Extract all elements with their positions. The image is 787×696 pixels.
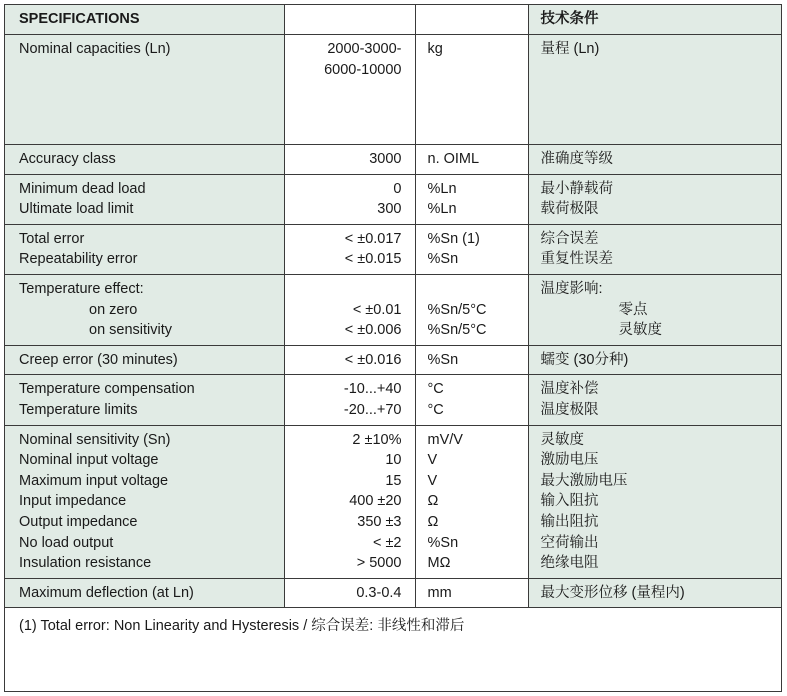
specifications-sheet (4, 4, 782, 692)
spec-value: 3000 (369, 151, 402, 167)
spec-name-zh-cell (528, 425, 781, 578)
spec-value-cell (284, 174, 415, 224)
spec-name-zh: 灵敏度 (540, 431, 584, 448)
spec-name-zh: 最大变形位移 (量程内) (540, 584, 685, 601)
table-row (5, 174, 781, 224)
spec-name-cell (5, 375, 284, 425)
spec-name-zh-cell (528, 578, 781, 608)
spec-unit: V (427, 472, 438, 489)
spec-value-cell (284, 425, 415, 578)
spec-unit: mV/V (427, 431, 463, 448)
spec-value: 2 ±10% (352, 431, 402, 448)
spec-value: < ±0.017 (344, 230, 402, 247)
spec-name-zh-cell (528, 375, 781, 425)
header-title-en: SPECIFICATIONS (5, 5, 284, 35)
spec-name-zh: 载荷极限 (540, 201, 599, 218)
spec-unit-cell (415, 375, 528, 425)
spec-value: < ±0.016 (344, 351, 402, 368)
spec-name: Ultimate load limit (19, 201, 134, 218)
spec-unit-cell (415, 578, 528, 608)
spec-name-zh-cell (528, 274, 781, 345)
spec-unit-cell (415, 425, 528, 578)
spec-name-zh: 量程 (Ln) (540, 41, 600, 57)
spec-name-zh: 重复性误差 (540, 251, 613, 268)
spec-name-cell (5, 145, 284, 175)
header-unit-cell (415, 5, 528, 35)
spec-unit-cell (415, 174, 528, 224)
spec-value-cell (284, 224, 415, 274)
spec-value: < ±0.01 (352, 301, 402, 318)
spec-unit-cell (415, 145, 528, 175)
spec-name-zh: 输入阻抗 (540, 493, 599, 510)
spec-name-zh: 温度补偿 (540, 381, 599, 398)
header-value-cell (284, 5, 415, 35)
spec-name-zh-cell (528, 145, 781, 175)
spec-unit-cell (415, 345, 528, 375)
spec-unit: %Sn/5°C (427, 301, 487, 318)
spec-unit: Ω (427, 513, 439, 530)
spec-value: 6000-10000 (324, 61, 402, 78)
spec-unit: %Sn (427, 351, 459, 368)
spec-unit: %Ln (427, 180, 457, 197)
spec-name: Creep error (30 minutes) (19, 351, 178, 368)
spec-value: -10...+40 (343, 381, 402, 398)
spec-unit: %Sn (1) (427, 230, 480, 247)
spec-value: < ±0.006 (344, 322, 402, 339)
spec-value-cell (284, 345, 415, 375)
spec-unit: %Sn/5°C (427, 322, 487, 339)
spec-name-cell (5, 578, 284, 608)
spec-name: No load output (19, 534, 114, 551)
spec-name-zh-cell (528, 35, 781, 145)
spec-value: 2000-3000- (327, 41, 402, 57)
spec-name: Input impedance (19, 493, 127, 510)
spec-name: Nominal input voltage (19, 452, 159, 469)
spec-name: Insulation resistance (19, 555, 152, 572)
spec-value-cell (284, 35, 415, 145)
spec-name-zh: 温度影响: (540, 280, 603, 297)
spec-name-cell (5, 224, 284, 274)
spec-unit: Ω (427, 493, 439, 510)
spec-name-zh: 空荷输出 (540, 534, 599, 551)
table-row (5, 425, 781, 578)
spec-unit: °C (427, 381, 444, 398)
spec-unit-cell (415, 274, 528, 345)
spec-unit: %Sn (427, 534, 459, 551)
table-row (5, 145, 781, 175)
spec-unit-cell (415, 35, 528, 145)
spec-name-zh: 温度极限 (540, 401, 599, 418)
table-row (5, 578, 781, 608)
spec-unit: kg (427, 41, 443, 57)
spec-unit: mm (427, 584, 452, 601)
spec-value: > 5000 (356, 555, 402, 572)
spec-name: Temperature limits (19, 401, 138, 418)
spec-name: Accuracy class (19, 151, 116, 167)
spec-name: Total error (19, 230, 85, 247)
spec-value: 10 (385, 452, 402, 469)
table-row (5, 345, 781, 375)
spec-value (289, 279, 402, 300)
table-header-row (5, 5, 781, 35)
spec-name-zh: 蠕变 (30分种) (540, 351, 629, 368)
table-row (5, 375, 781, 425)
spec-unit-cell (415, 224, 528, 274)
spec-name: Minimum dead load (19, 180, 146, 197)
spec-name-cell (5, 174, 284, 224)
spec-value-cell (284, 578, 415, 608)
spec-name: Output impedance (19, 513, 138, 530)
spec-name-zh-cell (528, 345, 781, 375)
spec-name-cell (5, 274, 284, 345)
spec-value: 400 ±20 (349, 493, 402, 510)
spec-value: 300 (377, 201, 402, 218)
table-row (5, 35, 781, 145)
spec-name-cell (5, 425, 284, 578)
spec-name-zh: 激励电压 (540, 452, 599, 469)
spec-name-zh: 灵敏度 (618, 322, 662, 339)
spec-value-cell (284, 375, 415, 425)
specifications-table (5, 5, 781, 608)
spec-value: 0.3-0.4 (356, 584, 402, 601)
spec-name-zh: 准确度等级 (540, 151, 613, 167)
spec-name: Maximum deflection (at Ln) (19, 584, 194, 601)
header-title-zh: 技术条件 (528, 5, 781, 35)
spec-value: 0 (393, 180, 402, 197)
spec-name: Temperature compensation (19, 381, 195, 398)
spec-unit: V (427, 452, 438, 469)
spec-unit: %Ln (427, 201, 457, 218)
spec-name: on sensitivity (89, 322, 173, 339)
spec-value-cell (284, 145, 415, 175)
spec-name-cell (5, 35, 284, 145)
spec-name-zh-cell (528, 174, 781, 224)
spec-value: < ±2 (372, 534, 402, 551)
spec-name-zh: 最小静载荷 (540, 180, 613, 197)
spec-unit: MΩ (427, 555, 451, 572)
spec-name-zh: 绝缘电阻 (540, 555, 599, 572)
spec-value: < ±0.015 (344, 251, 402, 268)
spec-value: -20...+70 (343, 401, 402, 418)
footnote: (1) Total error: Non Linearity and Hysteresis / 综合误差: 非线性和滞后 (19, 618, 465, 635)
spec-unit: %Sn (427, 251, 459, 268)
spec-name: Nominal capacities (Ln) (19, 41, 171, 57)
spec-name: on zero (89, 301, 138, 318)
spec-name: Repeatability error (19, 251, 138, 268)
spec-name: Maximum input voltage (19, 472, 169, 489)
spec-name-zh: 输出阻抗 (540, 513, 599, 530)
spec-name-zh: 综合误差 (540, 230, 599, 247)
spec-name-zh-cell (528, 224, 781, 274)
spec-unit: °C (427, 401, 444, 418)
spec-name-zh: 零点 (618, 301, 648, 318)
spec-name-cell (5, 345, 284, 375)
spec-name: Temperature effect: (19, 280, 144, 297)
table-row (5, 224, 781, 274)
spec-value-cell (284, 274, 415, 345)
spec-unit: n. OIML (427, 151, 480, 167)
spec-name-zh: 最大激励电压 (540, 472, 628, 489)
spec-value: 350 ±3 (357, 513, 402, 530)
spec-value: 15 (385, 472, 402, 489)
spec-unit (428, 279, 524, 300)
table-row (5, 274, 781, 345)
spec-name: Nominal sensitivity (Sn) (19, 431, 171, 448)
